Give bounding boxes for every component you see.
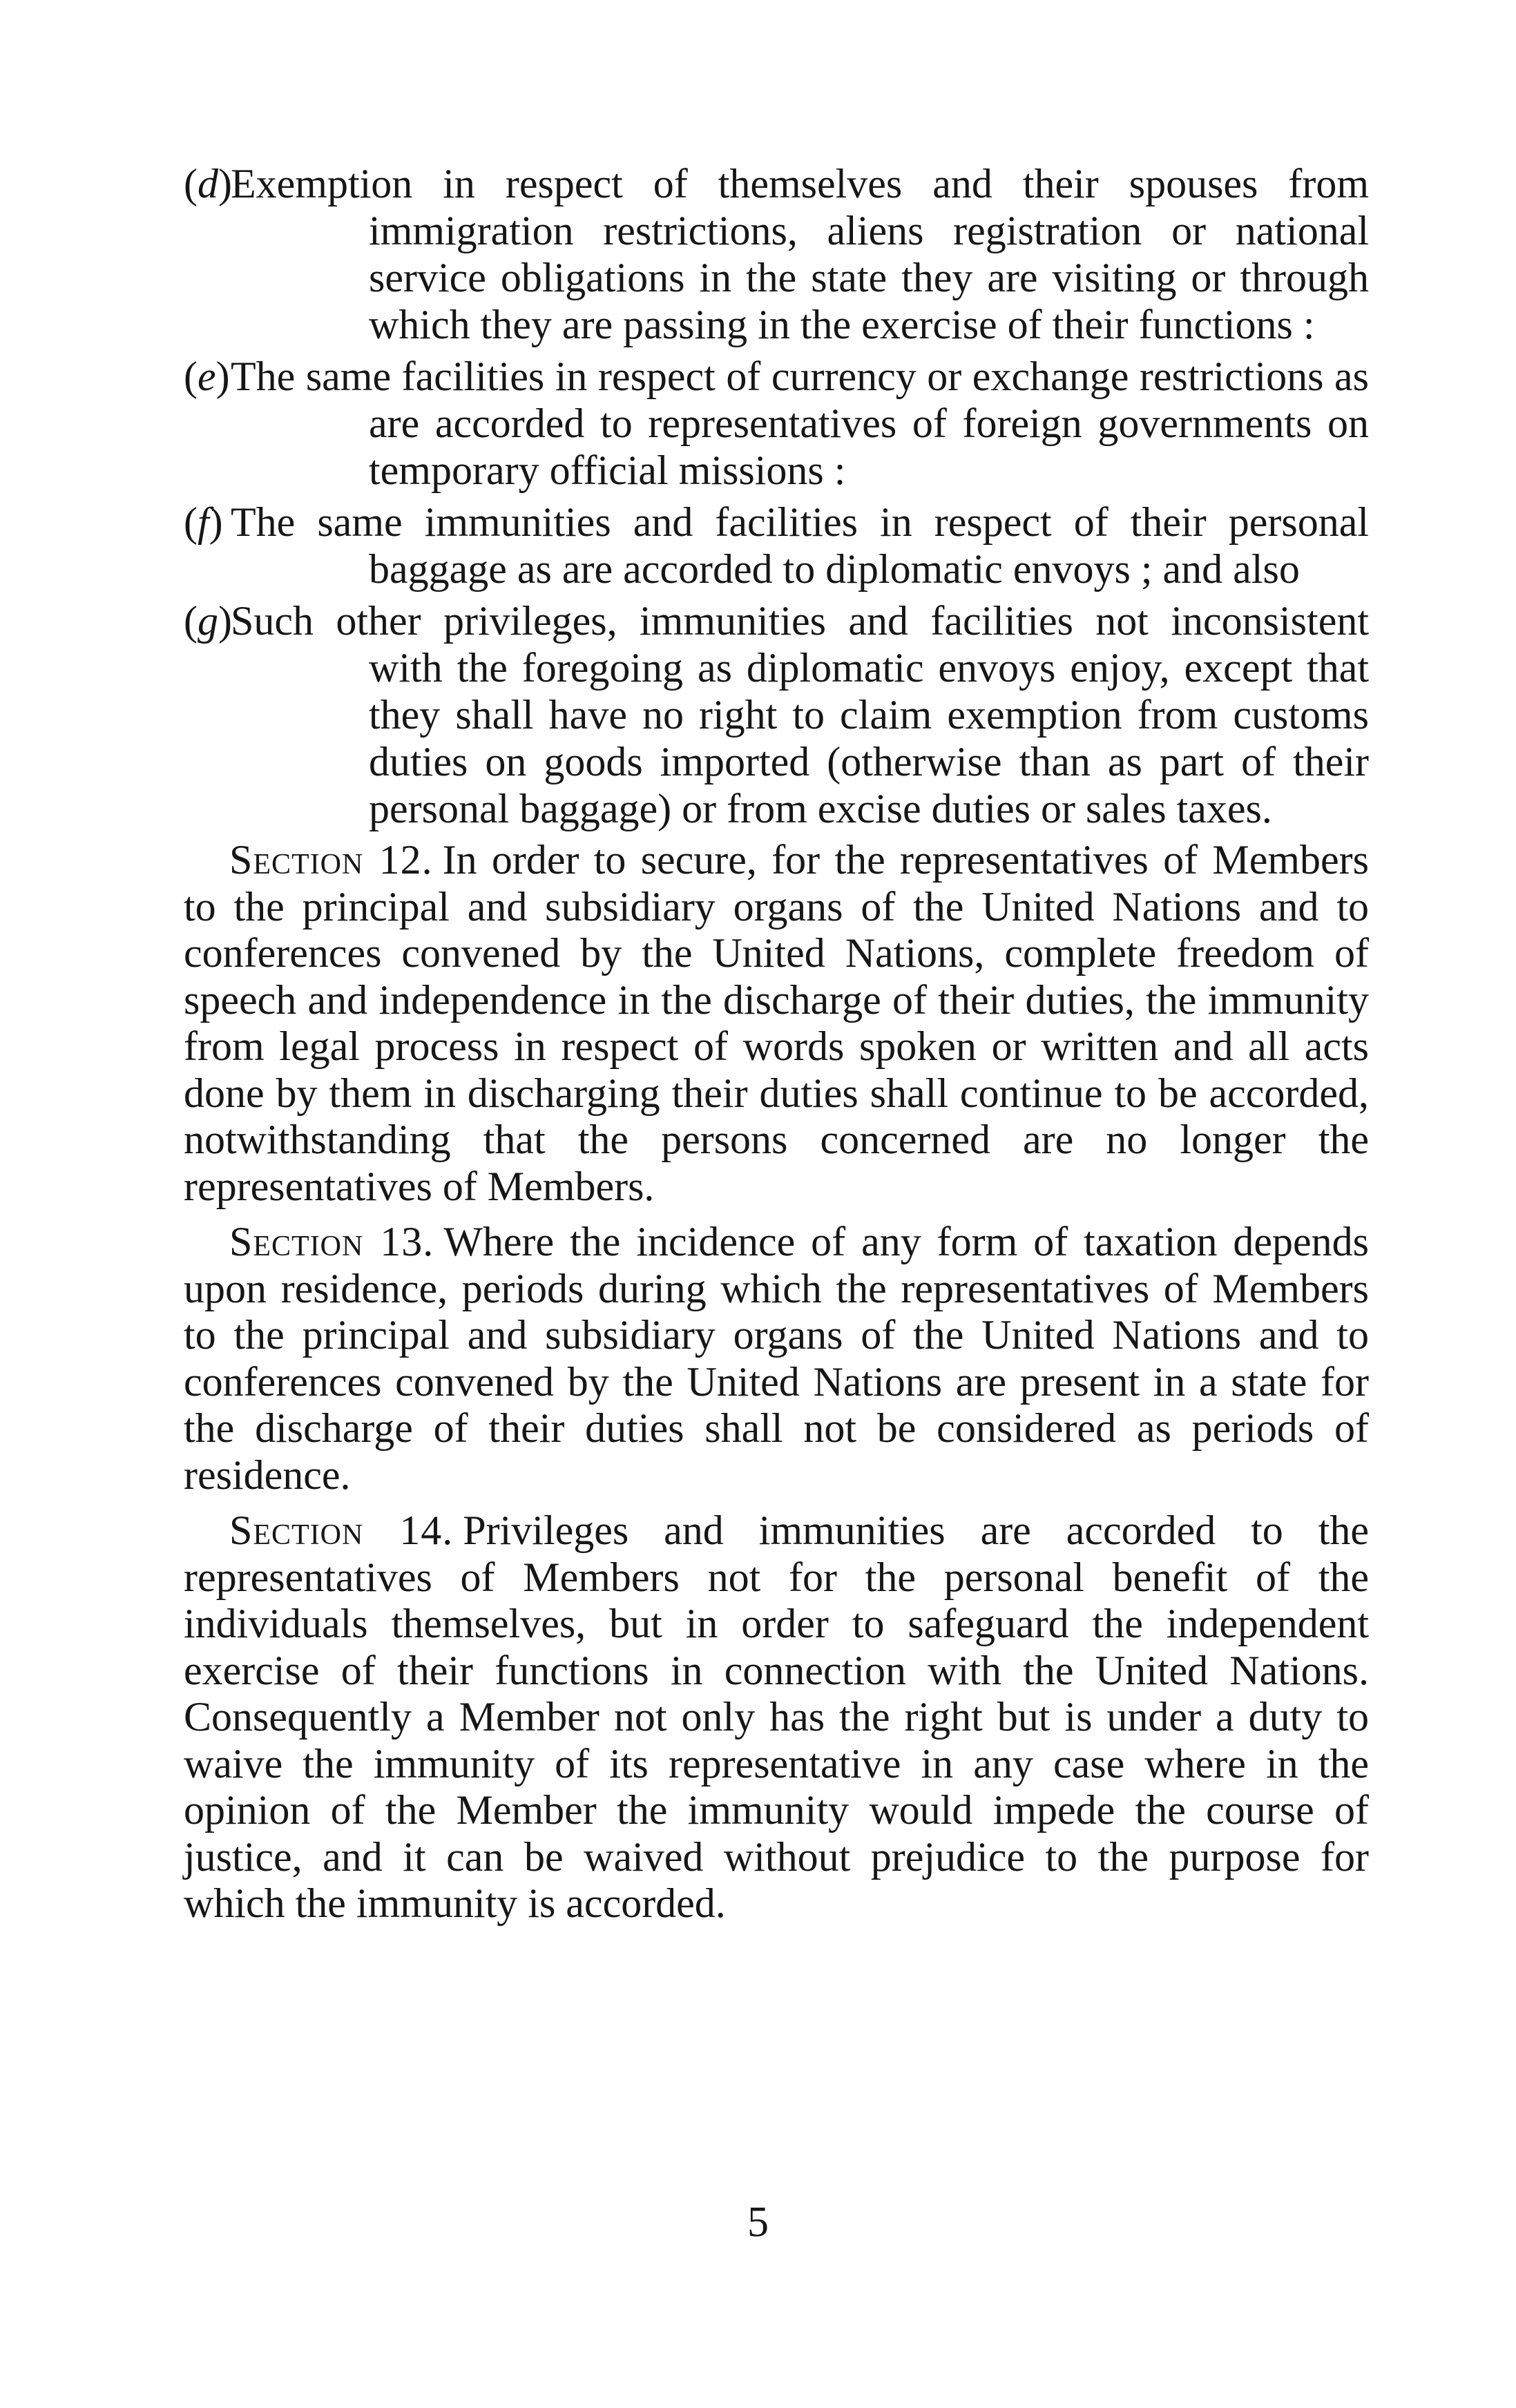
item-text: The same immunities and facilities in respect of their personal baggage as are accorded to diplomatic envoys ; and also (231, 499, 1369, 592)
item-letter: g (197, 598, 218, 644)
item-letter: f (197, 499, 209, 545)
section-14 (184, 1508, 1369, 1927)
section-heading: Section 14. (229, 1508, 454, 1553)
section-13 (184, 1219, 1369, 1499)
list-item-g: (g)Such other privileges, immunities and facilities not inconsistent with the foregoing as diplomatic envoys enjoy, except that they shall have no right to claim exemption from customs duties on goods imported (otherwise than as part of their personal baggage) or from excise duties or sales taxes. (184, 598, 1369, 831)
item-text: The same facilities in respect of currency or exchange restrictions as are accorded to representatives of foreign governments on temporary official missions : (231, 354, 1369, 493)
section-text: In order to secure, for the representatives of Members to the principal and subsidiary organs of the United Nations and to conferences convened by the United Nations, complete freedom of speech and independence in the discharge of their duties, the immunity from legal process in respect of words spoken or written and all acts done by them in discharging their duties shall continue to be accorded, notwithstanding that the persons concerned are no longer the representatives of Members. (184, 837, 1369, 1209)
page-number: 5 (747, 2199, 769, 2246)
section-text: Where the incidence of any form of taxation depends upon residence, periods during which the representatives of Members to the principal and subsidiary organs of the United Nations and to conferences convened by the United Nations are present in a state for the discharge of their duties shall not be considered as periods of residence. (184, 1219, 1369, 1498)
section-text: Privileges and immunities are accorded to the representatives of Members not for the personal benefit of the individuals themselves, but in order to safeguard the independent exercise of their functions in connection with the United Nations. Consequently a Member not only has the right but is under a duty to waive the immunity of its representative in any case where in the opinion of the Member the immunity would impede the course of justice, and it can be waived without prejudice to the purpose for which the immunity is accorded. (184, 1508, 1369, 1926)
item-text: Such other privileges, immunities and facilities not inconsistent with the foregoing as diplomatic envoys enjoy, except that they shall have no right to claim exemption from customs duties on goods imported (otherwise than as part of their personal baggage) or from excise duties or sales taxes. (231, 598, 1369, 831)
section-heading: Section 12. (229, 837, 433, 883)
list-item-d: (d)Exemption in respect of themselves and their spouses from immigration restrictions, aliens registration or national service obligations in the state they are visiting or through which they are passing in the exercise of their functions : (184, 161, 1369, 347)
list-item-e: (e)The same facilities in respect of currency or exchange restrictions as are accorded to representatives of foreign governments on temporary official missions : (184, 354, 1369, 493)
section-12 (184, 837, 1369, 1210)
item-letter: d (197, 161, 218, 206)
list-item-f: (f) The same immunities and facilities in respect of their personal baggage as are accorded to diplomatic envoys ; and also (184, 499, 1369, 592)
section-heading: Section 13. (229, 1219, 434, 1264)
item-text: Exemption in respect of themselves and their spouses from immigration restrictions, aliens registration or national service obligations in the state they are visiting or through which they are passing in the exercise of their functions : (231, 161, 1369, 347)
document-page (184, 160, 1369, 1936)
item-letter: e (197, 354, 216, 399)
